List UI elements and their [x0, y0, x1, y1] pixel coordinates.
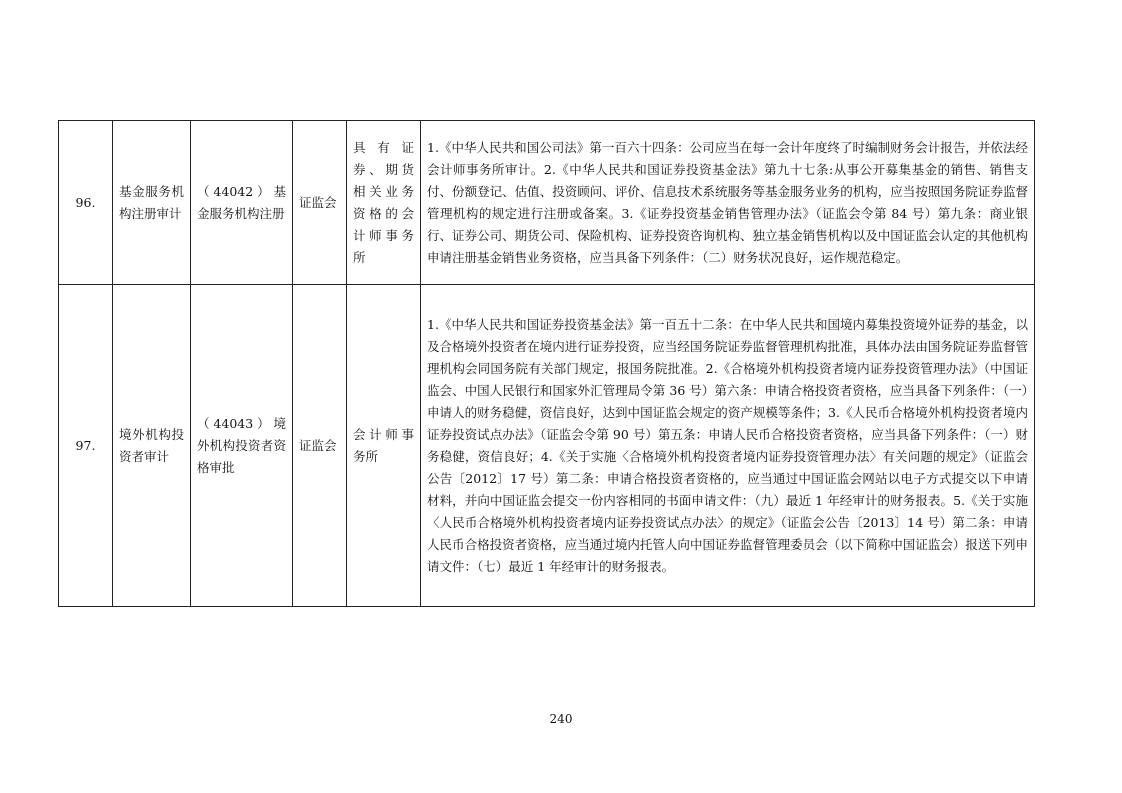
audit-item: 基金服务机构注册审计	[113, 121, 191, 285]
qualification: 会计师事务所	[347, 285, 421, 607]
approval-item: （44043）境外机构投资者资格审批	[191, 285, 293, 607]
regulation-table	[58, 120, 1035, 607]
page-number: 240	[549, 712, 573, 726]
department: 证监会	[293, 285, 347, 607]
qualification: 具有证券、期货相关业务资格的会计师事务所	[347, 121, 421, 285]
audit-item: 境外机构投资者审计	[113, 285, 191, 607]
approval-item: （44042）基金服务机构注册	[191, 121, 293, 285]
legal-basis: 1.《中华人民共和国公司法》第一百六十四条：公司应当在每一会计年度终了时编制财务会计报告，并依法经会计师事务所审计。2.《中华人民共和国证券投资基金法》第九十七条:从事公开募集基金的销售、销售支付、份额登记、估值、投资顾问、评价、信息技术系统服务等基金服务业务的机构，应当按照国务院证券监督管理机构的规定进行注册或备案。3.《证券投资基金销售管理办法》（证监会令第 84 号）第九条：商业银行、证券公司、期货公司、保险机构、证券投资咨询机构、独立基金销售机构以及中国证监会认定的其他机构申请注册基金销售业务资格，应当具备下列条件：（二）财务状况良好，运作规范稳定。	[421, 121, 1035, 285]
table-row	[59, 285, 1035, 607]
legal-basis: 1.《中华人民共和国证券投资基金法》第一百五十二条：在中华人民共和国境内募集投资境外证券的基金，以及合格境外投资者在境内进行证券投资，应当经国务院证券监督管理机构批准，具体办法由国务院证券监督管理机构会同国务院有关部门规定，报国务院批准。2.《合格境外机构投资者境内证券投资管理办法》（中国证监会、中国人民银行和国家外汇管理局令第 36 号）第六条：申请合格投资者资格，应当具备下列条件：（一）申请人的财务稳健，资信良好，达到中国证监会规定的资产规模等条件；3.《人民币合格境外机构投资者境内证券投资试点办法》（证监会令第 90 号）第五条：申请人民币合格投资者资格，应当具备下列条件：（一）财务稳健，资信良好；4.《关于实施〈合格境外机构投资者境内证券投资管理办法〉有关问题的规定》（证监会公告〔2012〕17 号）第二条：申请合格投资者资格的，应当通过中国证监会网站以电子方式提交以下申请材料，并向中国证监会提交一份内容相同的书面申请文件：（九）最近 1 年经审计的财务报表。5.《关于实施〈人民币合格境外机构投资者境内证券投资试点办法〉的规定》（证监会公告〔2013〕14 号）第二条：申请人民币合格投资者资格，应当通过境内托管人向中国证券监督管理委员会（以下简称中国证监会）报送下列申请文件：（七）最近 1 年经审计的财务报表。	[421, 285, 1035, 607]
row-number: 96.	[59, 121, 113, 285]
department: 证监会	[293, 121, 347, 285]
row-number: 97.	[59, 285, 113, 607]
table-row	[59, 121, 1035, 285]
